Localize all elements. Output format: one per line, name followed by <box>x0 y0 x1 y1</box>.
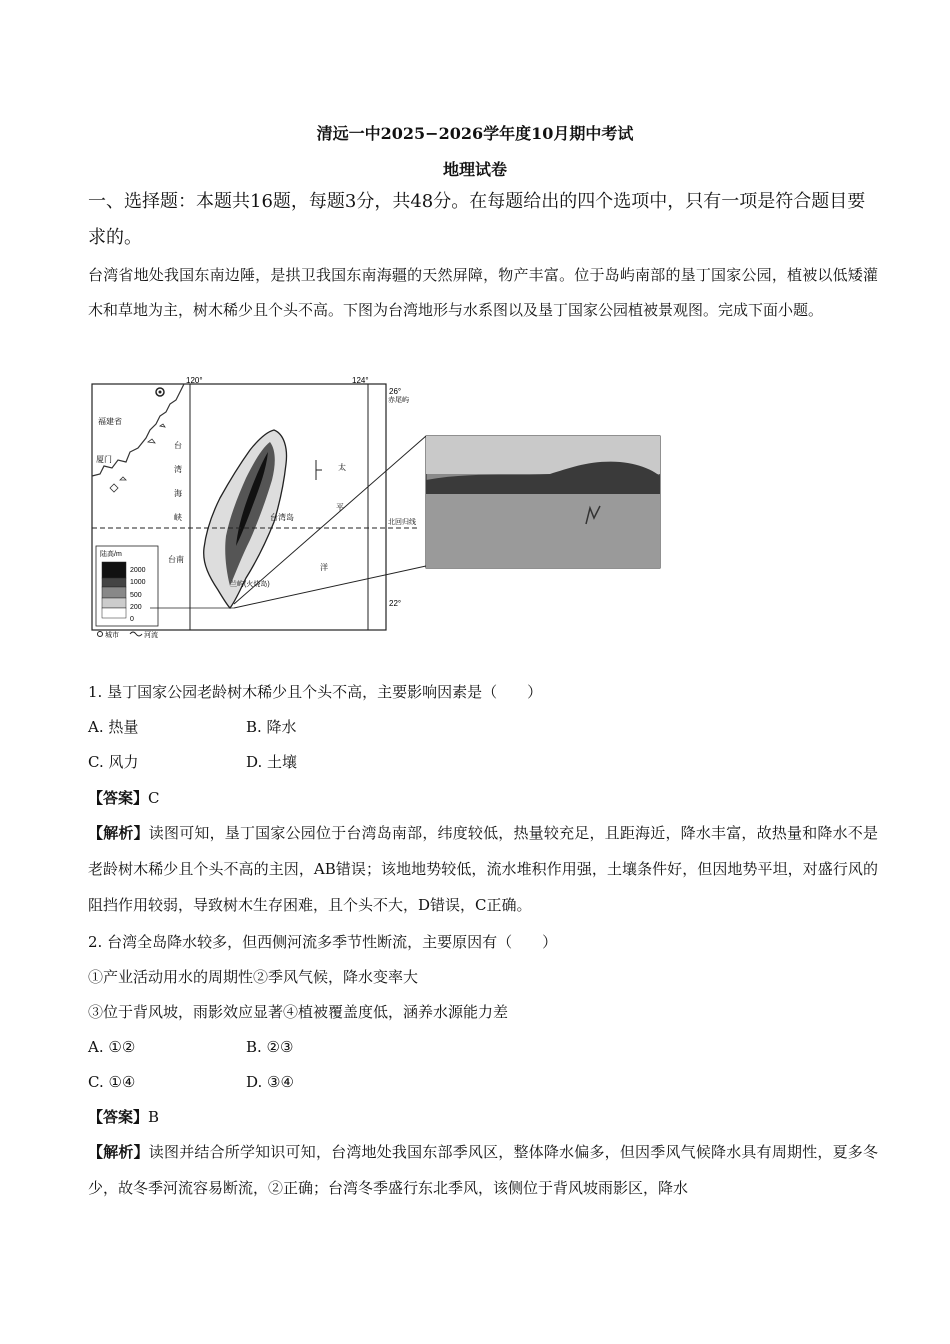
q2-analysis-text: 读图并结合所学知识可知，台湾地处我国东部季风区，整体降水偏多，但因季风气候降水具有周期性，夏多冬少，故冬季河流容易断流，②正确；台湾冬季盛行东北季风，该侧位于背风坡雨影区，降水 <box>88 1143 878 1197</box>
pacific-char-1: 太 <box>338 463 346 472</box>
lanyu-label: 兰屿(火烧岛) <box>230 581 270 588</box>
lat-26-label: 26° <box>389 387 402 396</box>
legend-level-2000: 2000 <box>130 567 146 574</box>
pacific-char-2: 平 <box>336 503 344 512</box>
legend-city-icon <box>98 632 103 637</box>
q2-option-b: B. ②③ <box>246 1038 294 1056</box>
passage: 台湾省地处我国东南边陲，是拱卫我国东南海疆的天然屏障，物产丰富。位于岛屿南部的垦丁国家公园，植被以低矮灌木和草地为主，树木稀少且个头不高。下图为台湾地形与水系图以及垦丁国家公园植被景观图。完成下面小题。 <box>88 266 878 319</box>
q1-option-d: D. 土壤 <box>246 753 298 771</box>
kenting-landscape-photo <box>426 436 660 568</box>
legend-city-label: 城市 <box>105 632 119 638</box>
pacific-char-3: 洋 <box>320 563 328 572</box>
q2-option-c: C. ①④ <box>88 1073 136 1091</box>
lat-22-label: 22° <box>389 599 402 608</box>
tropic-label: 北回归线 <box>388 519 416 526</box>
strait-char-3: 海 <box>174 489 182 498</box>
q2-answer <box>88 1105 159 1129</box>
q1-option-b: B. 降水 <box>246 718 297 736</box>
legend-swatch-0 <box>102 608 126 618</box>
legend-level-1000: 1000 <box>130 579 146 586</box>
question-1-stem: 1. 垦丁国家公园老龄树木稀少且个头不高，主要影响因素是（ ） <box>88 683 543 701</box>
section-heading: 一、选择题：本题共16题，每题3分，共48分。在每题给出的四个选项中，只有一项是符合题目要求的。 <box>88 191 866 248</box>
taiwan-island-label: 台湾岛 <box>270 513 294 522</box>
q1-analysis-label: 【解析】 <box>88 824 149 842</box>
q1-option-c: C. 风力 <box>88 753 139 771</box>
q1-answer-label: 【答案】 <box>88 789 149 807</box>
q2-analysis <box>88 1134 878 1206</box>
lon-124-label: 124° <box>352 376 369 385</box>
q1-answer <box>88 786 160 810</box>
q2-answer-label: 【答案】 <box>88 1108 149 1126</box>
exam-title: 清远一中2025−2026学年度10月期中考试 <box>316 124 634 143</box>
q2-answer-value: B <box>148 1108 160 1126</box>
xiamen-label: 厦门 <box>96 455 112 464</box>
q1-answer-value: C <box>148 789 160 807</box>
legend-river-label: 河流 <box>144 632 158 638</box>
exam-subtitle: 地理试卷 <box>442 160 507 179</box>
strait-char-1: 台 <box>174 441 182 450</box>
chiwei-label: 赤尾屿 <box>388 397 409 404</box>
q2-option-a: A. ①② <box>88 1038 136 1056</box>
question-2-stem: 2. 台湾全岛降水较多，但西侧河流多季节性断流，主要原因有（ ） <box>88 933 558 951</box>
q1-option-a: A. 热量 <box>88 718 139 736</box>
q1-analysis-text: 读图可知，垦丁国家公园位于台湾岛南部，纬度较低，热量较充足，且距海近，降水丰富，故热量和降水不是老龄树木稀少且个头不高的主因，AB错误；该地地势较低，流水堆积作用强，土壤条件好，但因地势平坦，对盛行风的阻挡作用较弱，导致树木生存困难，且个头不大，D错误，C正确。 <box>88 824 878 914</box>
legend-swatch-2000 <box>102 562 126 578</box>
q2-items-line-1: ①产业活动用水的周期性②季风气候，降水变率大 <box>88 968 419 986</box>
strait-char-2: 湾 <box>174 465 182 474</box>
taiwan-map-figure <box>90 376 662 638</box>
legend-level-500: 500 <box>130 592 142 599</box>
legend-level-200: 200 <box>130 604 142 611</box>
legend-title: 陆高/m <box>100 551 122 558</box>
q2-analysis-label: 【解析】 <box>88 1143 149 1161</box>
lon-120-label: 120° <box>186 376 203 385</box>
tainan-label: 台南 <box>168 555 184 564</box>
legend-swatch-200 <box>102 598 126 608</box>
legend-level-0: 0 <box>130 616 134 623</box>
legend-swatch-500 <box>102 587 126 598</box>
legend-swatch-1000 <box>102 578 126 587</box>
q2-option-d: D. ③④ <box>246 1073 294 1091</box>
fujian-label: 福建省 <box>98 417 122 426</box>
q2-items-line-2: ③位于背风坡，雨影效应显著④植被覆盖度低，涵养水源能力差 <box>88 1003 509 1021</box>
legend-river-icon <box>130 632 142 636</box>
q1-analysis <box>88 815 878 923</box>
strait-char-4: 峡 <box>174 513 182 522</box>
